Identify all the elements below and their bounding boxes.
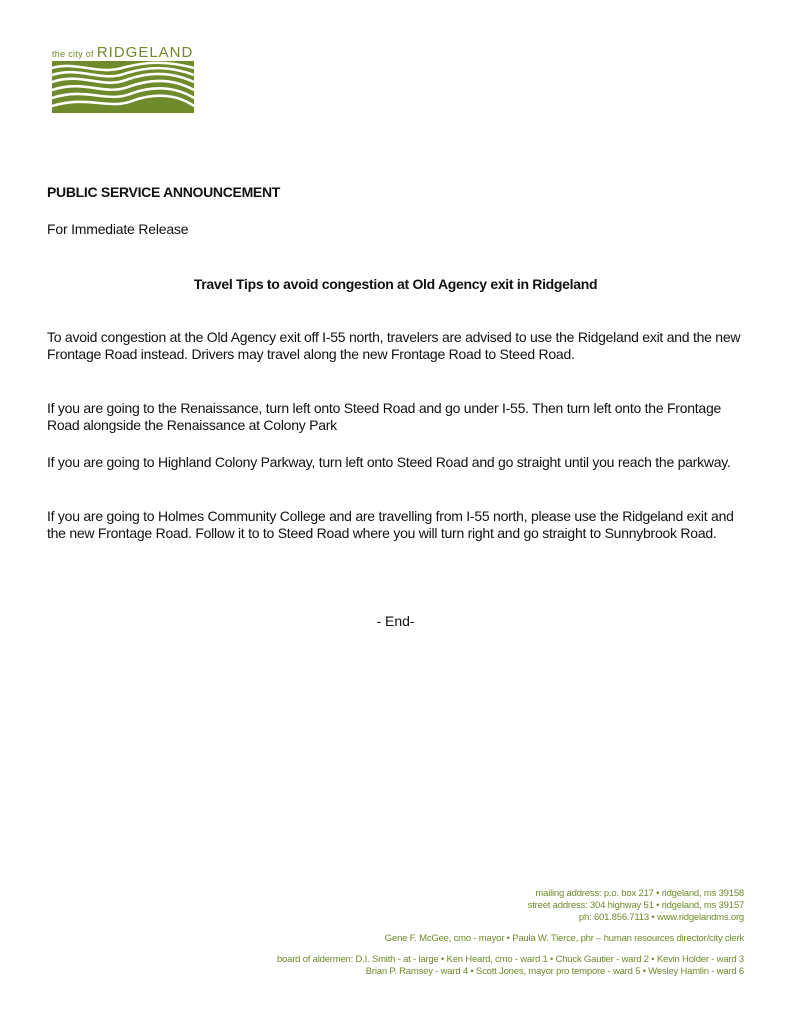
document-heading: PUBLIC SERVICE ANNOUNCEMENT	[47, 184, 281, 200]
paragraph: If you are going to the Renaissance, turn left onto Steed Road and go under I-55. Then turn left onto the Frontage Road alongside the Renaissance at Colony Park	[47, 400, 722, 433]
paragraph: To avoid congestion at the Old Agency exit off I-55 north, travelers are advised to use the Ridgeland exit and the new Frontage Road instead. Drivers may travel along the new Frontage Road to Steed Road.	[47, 329, 741, 362]
board-line-2: Brian P. Ramsey - ward 4 • Scott Jones, mayor pro tempore - ward 5 • Wesley Hamlin - ward 6	[365, 966, 744, 977]
street-address: street address: 304 highway 51 • ridgeland, ms 39157	[527, 900, 744, 911]
paragraph: If you are going to Highland Colony Parkway, turn left onto Steed Road and go straight until you reach the parkway.	[47, 454, 731, 470]
paragraph: If you are going to Holmes Community College and are travelling from I-55 north, please use the Ridgeland exit and the new Frontage Road. Follow it to to Steed Road where you will turn right and go straight to Sunnybrook Road.	[47, 508, 734, 541]
document-title: Travel Tips to avoid congestion at Old Agency exit in Ridgeland	[193, 276, 598, 292]
officials-line: Gene F. McGee, cmo - mayor • Paula W. Tierce, phr – human resources director/city clerk	[384, 933, 744, 944]
mailing-address: mailing address: p.o. box 217 • ridgeland, ms 39158	[535, 888, 744, 899]
release-line: For Immediate Release	[47, 221, 189, 237]
footer-contact	[144, 888, 744, 924]
logo-prefix: the city of	[52, 49, 94, 59]
board-line-1: board of aldermen: D.I. Smith - at - large • Ken Heard, cmo - ward 1 • Chuck Gautier - ward 2 • Kevin Holder - ward 3	[276, 954, 744, 965]
logo-name: RIDGELAND	[96, 44, 194, 61]
end-marker: - End-	[376, 613, 415, 629]
logo-wordmark	[52, 44, 194, 61]
phone-website: ph: 601.856.7113 • www.ridgelandms.org	[578, 912, 744, 923]
ridgeland-waves-logo-icon	[52, 61, 194, 113]
city-logo	[52, 44, 194, 113]
footer-board	[144, 954, 744, 978]
footer-officials	[144, 933, 744, 945]
